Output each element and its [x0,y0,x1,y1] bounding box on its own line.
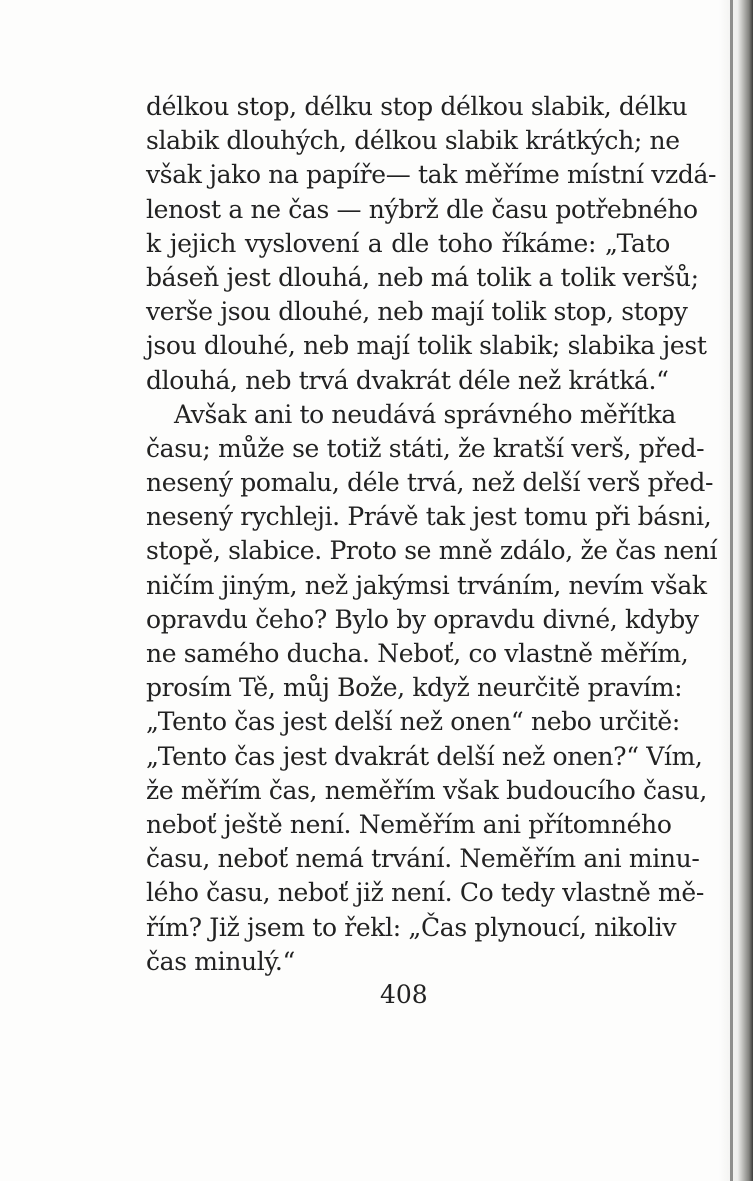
page-edge-shadow [719,0,753,1181]
text-line: ničím jiným, než jakýmsi trváním, nevím však [146,570,707,600]
page-number: 408 [380,980,428,1009]
text-line: řím? Již jsem to řekl: „Čas plynoucí, nikoliv [146,912,677,942]
text-line: času, neboť nemá trvání. Neměřím ani minu- [146,844,700,874]
text-line: nesený rychleji. Právě tak jest tomu při básni, [146,502,712,532]
text-line: slabik dlouhých, délkou slabik krátkých; ne [146,126,680,156]
text-line: Avšak ani to neudává správného měřítka [174,399,676,429]
text-line: nesený pomalu, déle trvá, než delší verš před- [146,468,714,498]
text-line: verše jsou dlouhé, neb mají tolik stop, stopy [146,297,688,327]
text-line: lenost a ne čas — nýbrž dle času potřebného [146,194,698,224]
text-line: ne samého ducha. Neboť, co vlastně měřím, [146,639,689,668]
text-line: neboť ještě není. Neměřím ani přítomného [146,809,672,839]
text-line: prosím Tě, můj Bože, když neurčitě pravím: [146,673,683,703]
text-line: „Tento čas jest dvakrát delší než onen?“ Vím, [146,741,703,771]
text-line: stopě, slabice. Proto se mně zdálo, že čas není [146,536,718,566]
text-line: opravdu čeho? Bylo by opravdu divné, kdyby [146,604,699,634]
text-line: času; může se totiž státi, že kratší verš, před- [146,433,705,463]
body-text [146,90,718,979]
text-line: čas minulý.“ [146,946,295,976]
text-line: však jako na papíře— tak měříme místní vzdá- [146,160,717,190]
page-edge-line [730,0,733,1181]
text-line: báseň jest dlouhá, neb má tolik a tolik veršů; [146,262,699,292]
text-line: délkou stop, délku stop délkou slabik, délku [146,92,688,121]
text-line: že měřím čas, neměřím však budoucího času, [146,775,708,805]
text-line: k jejich vyslovení a dle toho říkáme: „Tato [146,228,670,258]
text-line: dlouhá, neb trvá dvakrát déle než krátká.“ [146,365,669,395]
text-line: „Tento čas jest delší než onen“ nebo určitě: [146,707,680,737]
text-line: lého času, neboť již není. Co tedy vlastně mě- [146,878,704,908]
text-line: jsou dlouhé, neb mají tolik slabik; slabika jest [146,331,707,361]
